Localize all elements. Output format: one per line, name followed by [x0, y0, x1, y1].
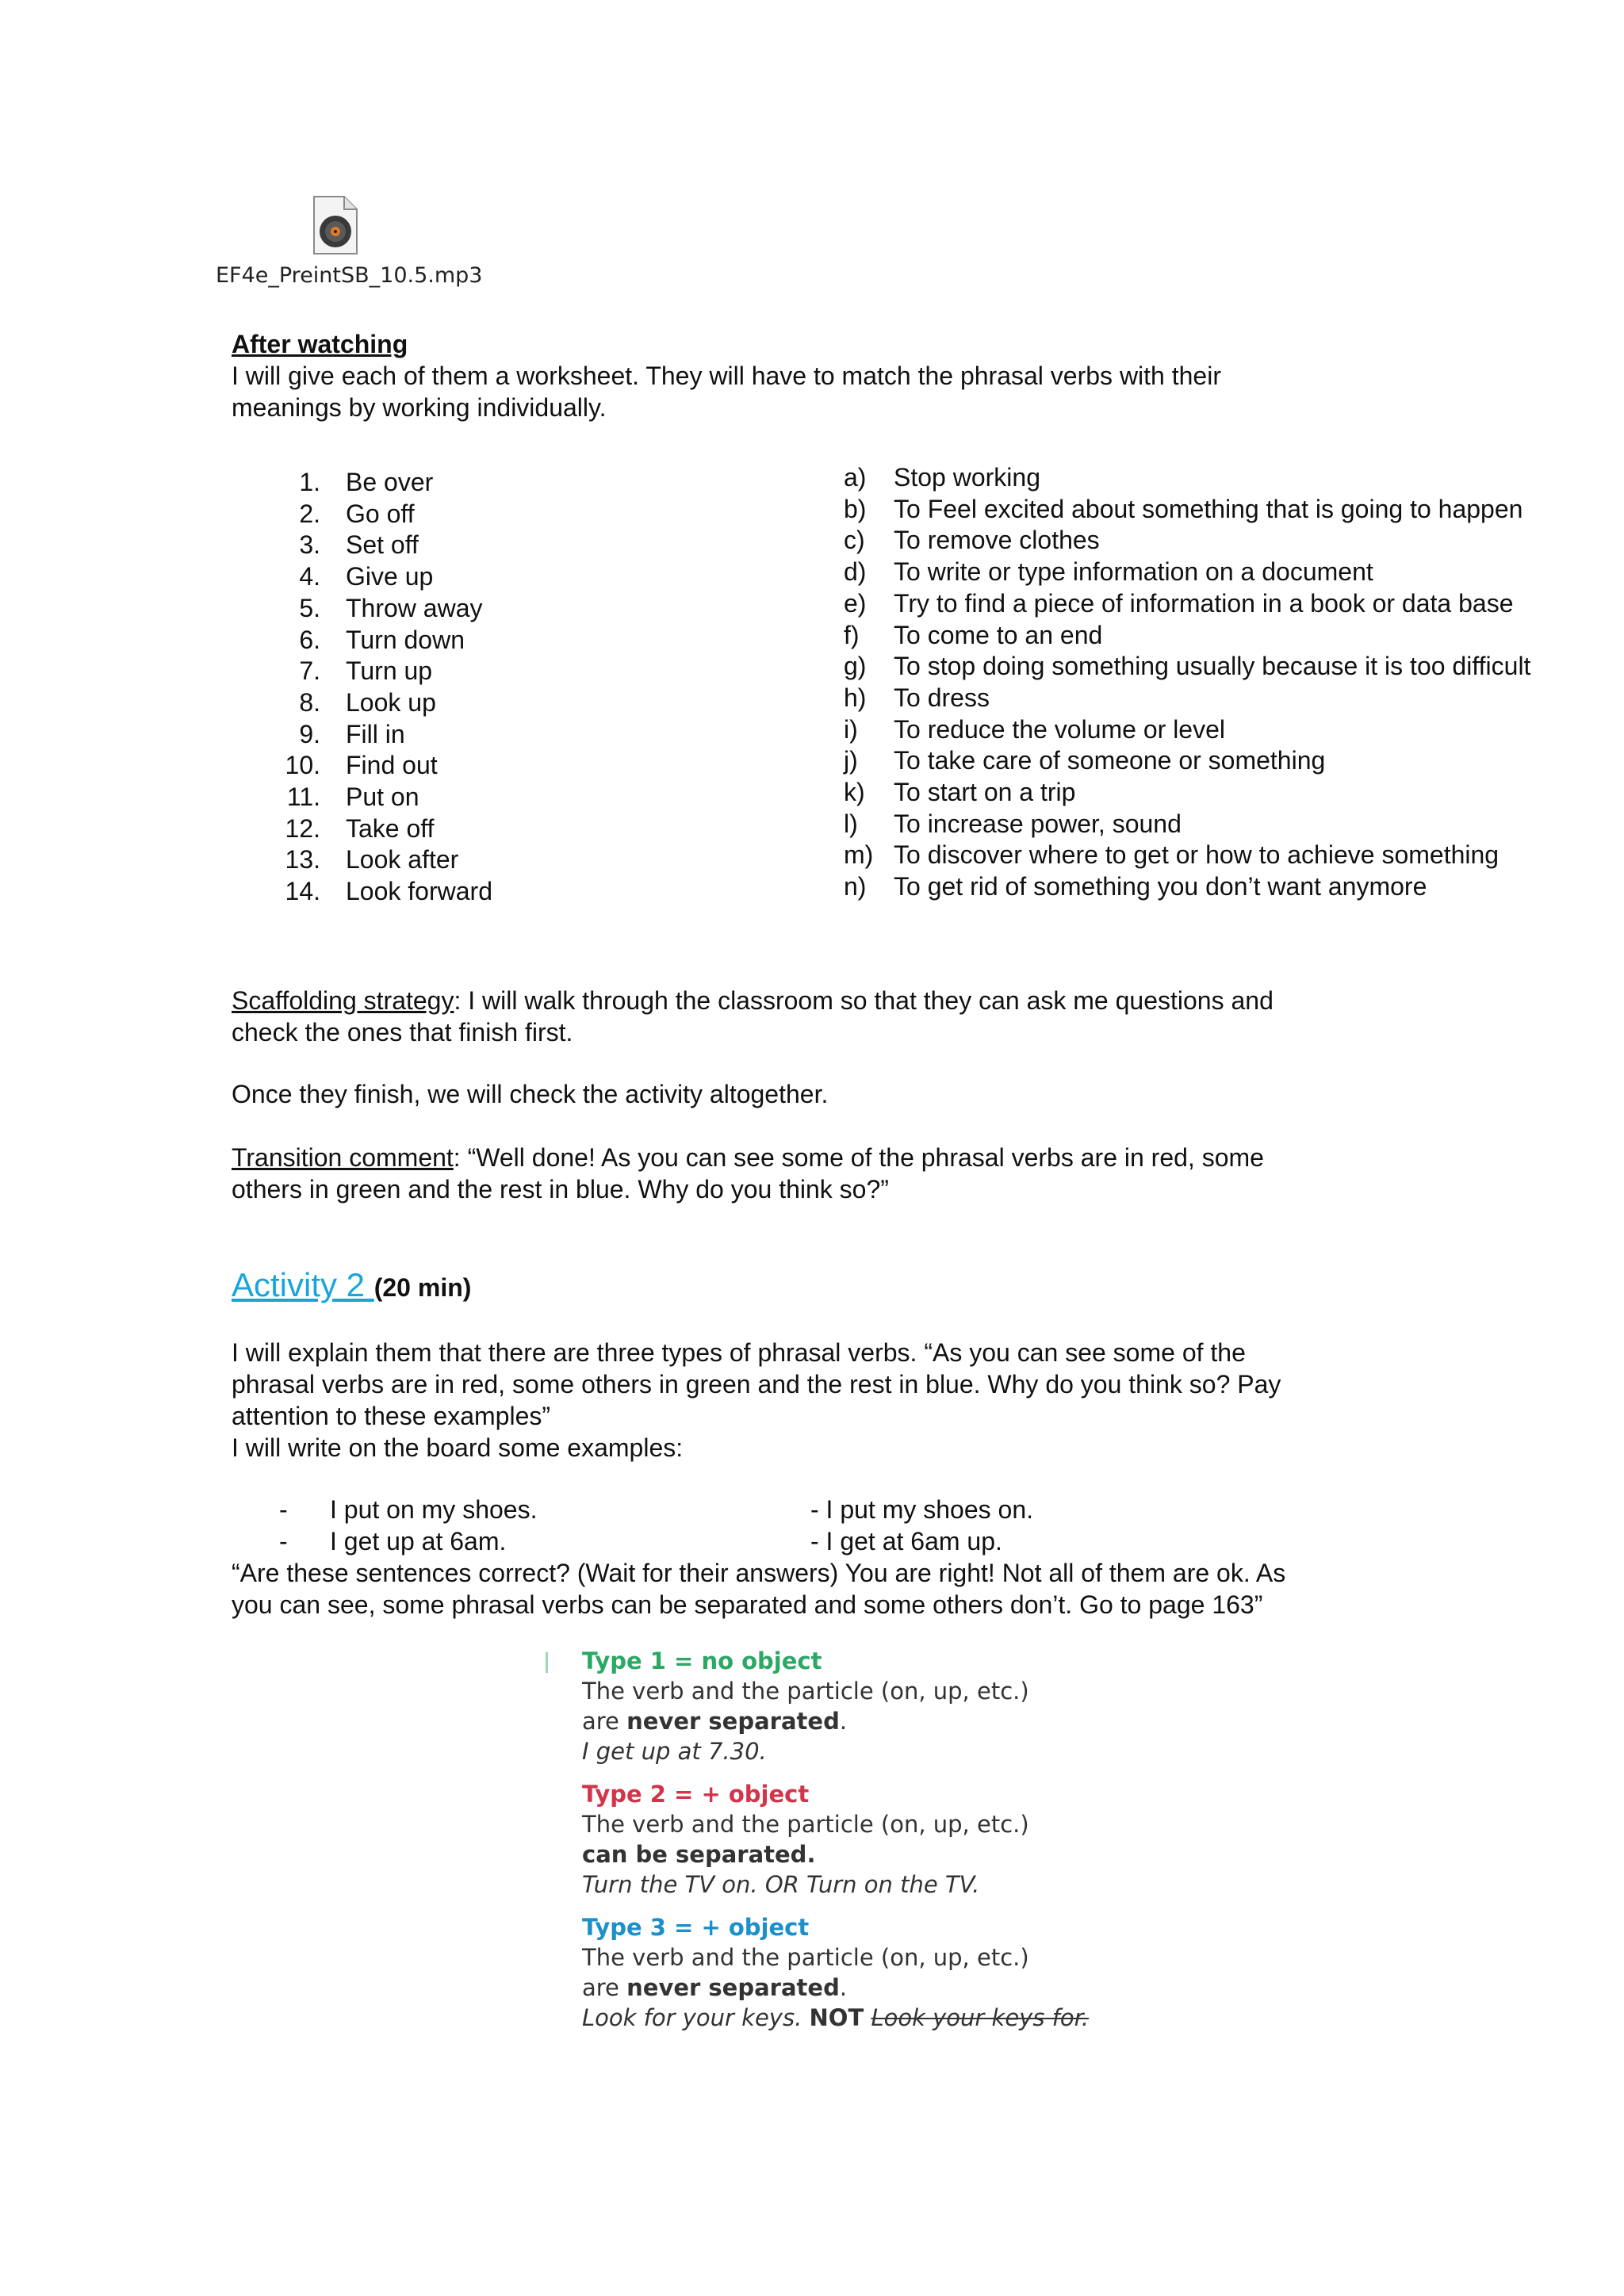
meaning-text: To start on a trip — [894, 778, 1076, 806]
meaning-text: To dress — [894, 683, 990, 712]
scaffolding-text: : I will walk through the classroom so that they can ask me questions and — [454, 986, 1274, 1015]
verb-number: 7. — [299, 656, 320, 686]
verb-text: Look up — [346, 687, 436, 717]
meaning-text: Stop working — [894, 463, 1040, 492]
meaning-letter: d) — [844, 557, 867, 587]
meaning-letter: c) — [844, 526, 865, 555]
activity2-header — [232, 1265, 471, 1305]
transition-text: : “Well done! As you can see some of the phrasal verbs are in red, some — [453, 1143, 1264, 1172]
verb-text: Turn up — [346, 656, 433, 686]
meaning-letter: a) — [844, 463, 867, 492]
verb-number: 12. — [285, 813, 320, 843]
verb-text: Set off — [346, 530, 419, 560]
type1-marker — [546, 1652, 548, 1673]
verb-text: Be over — [346, 468, 434, 496]
meaning-letter: n) — [844, 872, 867, 901]
type1-line2 — [582, 1706, 847, 1736]
example2-left: I get up at 6am. — [330, 1527, 507, 1556]
example1-dash: - — [279, 1495, 288, 1524]
meaning-text: To discover where to get or how to achieve something — [894, 840, 1500, 870]
meaning-text: To come to an end — [894, 620, 1103, 649]
meaning-text: Try to find a piece of information in a book or data base — [894, 588, 1514, 618]
verb-number: 1. — [299, 468, 320, 496]
verb-number: 13. — [285, 845, 320, 874]
phrasal-verb-types-image — [555, 1641, 1090, 2053]
activity2-p3: attention to these examples” — [232, 1402, 551, 1430]
scaffolding-line2: check the ones that finish first. — [232, 1018, 573, 1047]
verb-text: Put on — [346, 783, 419, 811]
meaning-letter: e) — [844, 588, 867, 618]
type1-example: I get up at 7.30. — [582, 1738, 767, 1765]
verb-number: 10. — [285, 751, 320, 780]
verb-text: Fill in — [346, 719, 405, 748]
example1-left: I put on my shoes. — [330, 1495, 538, 1524]
type1-line2-c: . — [839, 1708, 848, 1735]
verb-text: Turn down — [346, 625, 465, 654]
activity2-time: (20 min) — [373, 1273, 472, 1302]
verb-text: Go off — [346, 499, 415, 528]
verb-text: Find out — [346, 751, 438, 780]
after-watching-line2: meanings by working individually. — [232, 393, 607, 422]
meaning-letter: k) — [844, 778, 865, 806]
after-watching-line1: I will give each of them a worksheet. They will have to match the phrasal verbs with their — [232, 362, 1221, 390]
scaffolding-label: Scaffolding strategy — [232, 986, 454, 1015]
type1-line1: The verb and the particle (on, up, etc.) — [582, 1678, 1029, 1705]
after-watching-heading: After watching — [232, 330, 408, 358]
type3-title: Type 3 = + object — [582, 1914, 810, 1941]
meaning-text: To take care of someone or something — [894, 746, 1326, 775]
transition-line2: others in green and the rest in blue. Why do you think so?” — [232, 1175, 889, 1203]
verb-number: 9. — [299, 719, 320, 748]
verb-text: Look forward — [346, 877, 492, 906]
meaning-letter: i) — [844, 714, 858, 744]
file-name[interactable]: EF4e_PreintSB_10.5.mp3 — [216, 263, 483, 288]
type1-line2-a: are — [582, 1708, 627, 1735]
activity2-title[interactable]: Activity 2 — [232, 1266, 374, 1303]
type1-title: Type 1 = no object — [582, 1647, 822, 1674]
meaning-text: To remove clothes — [894, 526, 1100, 555]
meaning-letter: h) — [844, 683, 867, 712]
type2-line2: can be separated. — [582, 1841, 816, 1868]
type3-line2-b: never separated — [626, 1974, 840, 2001]
verb-text: Give up — [346, 562, 434, 591]
verb-text: Take off — [346, 813, 435, 843]
type2-title: Type 2 = + object — [582, 1781, 810, 1808]
verb-number: 8. — [299, 687, 320, 717]
verb-number: 6. — [299, 625, 320, 654]
verb-number: 14. — [285, 877, 320, 906]
example2-dash: - — [279, 1527, 288, 1556]
verb-number: 4. — [299, 562, 320, 591]
once-finish-text: Once they finish, we will check the activity altogether. — [232, 1080, 829, 1108]
verb-text: Look after — [346, 845, 459, 874]
meaning-text: To increase power, sound — [894, 809, 1182, 838]
type2-example: Turn the TV on. OR Turn on the TV. — [582, 1871, 980, 1898]
type3-example — [582, 2003, 1089, 2033]
example2-right: - I get at 6am up. — [810, 1527, 1002, 1556]
scaffolding-line1 — [232, 985, 1274, 1016]
type3-line2-a: are — [582, 1974, 627, 2001]
meaning-letter: f) — [844, 620, 860, 649]
type3-line2-c: . — [839, 1974, 848, 2001]
audio-file-icon[interactable] — [312, 195, 358, 255]
meaning-text: To write or type information on a document — [894, 557, 1373, 587]
type3-not: NOT — [809, 2004, 864, 2031]
meaning-letter: g) — [844, 652, 867, 681]
activity2-p1: I will explain them that there are three types of phrasal verbs. “As you can see some of the — [232, 1338, 1246, 1367]
meaning-text: To stop doing something usually because it is too difficult — [894, 652, 1531, 681]
verb-text: Throw away — [346, 593, 483, 622]
meaning-letter: j) — [844, 746, 858, 775]
meaning-text: To get rid of something you don’t want anymore — [894, 872, 1427, 901]
verb-number: 3. — [299, 530, 320, 560]
verb-number: 2. — [299, 499, 320, 528]
meaning-letter: l) — [844, 809, 858, 838]
meaning-letter: b) — [844, 494, 867, 523]
type2-line1: The verb and the particle (on, up, etc.) — [582, 1811, 1029, 1838]
type3-example-correct: Look for your keys. — [582, 2004, 802, 2031]
activity2-p4: I will write on the board some examples: — [232, 1433, 684, 1462]
type3-example-wrong: Look your keys for. — [871, 2004, 1090, 2031]
meaning-text: To reduce the volume or level — [894, 714, 1225, 744]
activity2-q1: “Are these sentences correct? (Wait for their answers) You are right! Not all of them are ok. As — [232, 1559, 1286, 1587]
activity2-q2: you can see, some phrasal verbs can be separated and some others don’t. Go to page 163” — [232, 1590, 1263, 1619]
transition-label: Transition comment — [232, 1143, 454, 1172]
verb-number: 11. — [286, 783, 320, 811]
transition-line1 — [232, 1142, 1264, 1173]
type3-line1: The verb and the particle (on, up, etc.) — [582, 1944, 1029, 1971]
meaning-letter: m) — [844, 840, 874, 870]
verb-number: 5. — [299, 593, 320, 622]
type3-line2 — [582, 1973, 847, 2003]
type1-line2-b: never separated — [626, 1708, 840, 1735]
example1-right: - I put my shoes on. — [810, 1495, 1034, 1524]
meaning-text: To Feel excited about something that is going to happen — [894, 494, 1523, 523]
activity2-p2: phrasal verbs are in red, some others in green and the rest in blue. Why do you think so? Pay — [232, 1370, 1281, 1399]
